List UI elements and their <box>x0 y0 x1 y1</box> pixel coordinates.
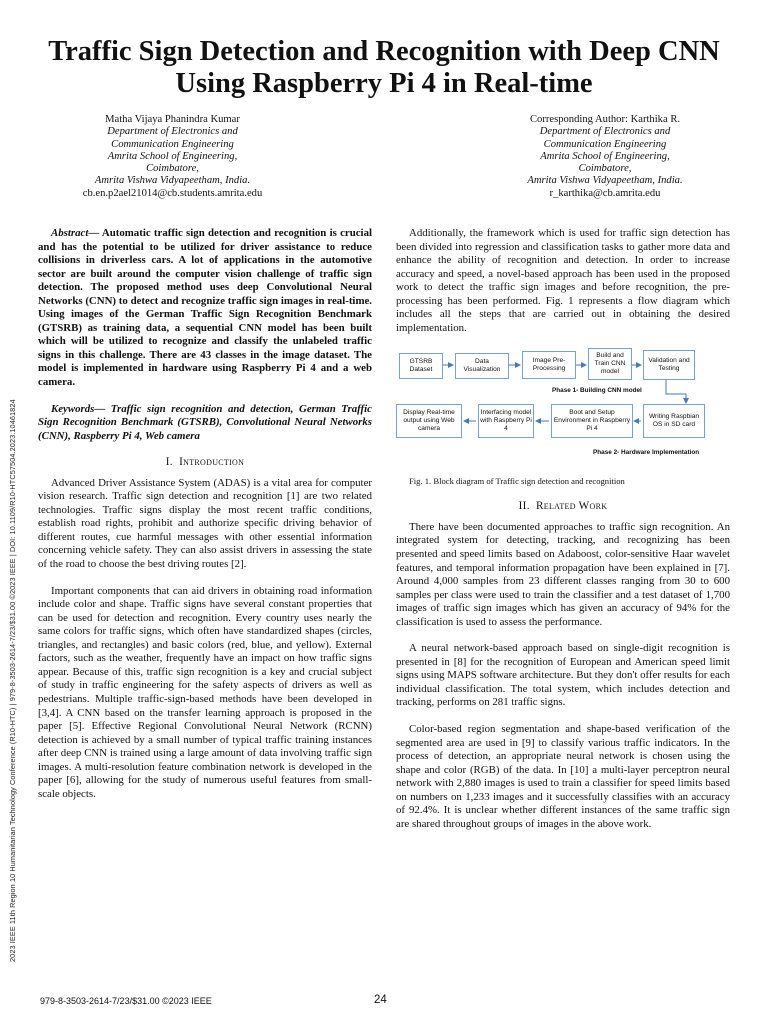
diagram-block: Boot and Setup Environment in Raspberry Pi 4 <box>551 404 633 438</box>
author-affiliation-line: Amrita School of Engineering, <box>107 150 238 162</box>
author-affiliation-line: Communication Engineering <box>543 138 667 150</box>
author-name: Corresponding Author: Karthika R. <box>529 114 681 125</box>
author-name: Matha Vijaya Phanindra Kumar <box>105 114 240 125</box>
author-affiliation-line: Communication Engineering <box>111 138 234 150</box>
diagram-block: Interfacing model with Raspberry Pi 4 <box>478 404 534 438</box>
figure-caption: Fig. 1. Block diagram of Traffic sign detection and recognition <box>409 476 625 487</box>
author-affiliation-line: Department of Electronics and <box>107 126 238 138</box>
section-title: Related Work <box>536 500 608 513</box>
paper-title: Traffic Sign Detection and Recognition with Deep CNN Using Raspberry Pi 4 in Real-time <box>48 36 720 99</box>
section-number: I. <box>165 456 173 469</box>
paragraph: Advanced Driver Assistance System (ADAS) is a vital area for computer vision research. Traffic sign detection and recognition [1] are two related technologies. Traffic signs display the most recent traffic conditions, establish road rights, prohibit and authorize specific driving behavior of different routes, cue harmful messages with other essential information concerning vehicle safety. They can also assist drivers in assessing the state of the road to choose the best driving routes [2]. <box>38 476 372 571</box>
left-column <box>38 227 372 814</box>
section-heading-introduction <box>38 456 372 470</box>
paragraph: There have been documented approaches to traffic sign recognition. An integrated system for detecting, tracking, and recognizing has been presented and speed limits based on Adaboost, color-sensitive Haar wavelet features, and temporal information propagation have been explained in [7]. Around 4,000 samples from 23 different classes ranging from 30 to 600 samples per class were used to train the classifier and a test dataset of 1,700 images of traffic sign images which has given an accuracy of 94% for the classification is used to assess the performance. <box>396 520 730 628</box>
keywords-text: — Traffic sign recognition and detection, German Traffic Sign Recognition Benchmark (GTSRB), Convolutional Neural Networks (CNN), Raspberry Pi 4, Web camera <box>38 402 372 442</box>
abstract-text: — Automatic traffic sign detection and recognition is crucial and has the potential to be utilized for driver assistance to reduce collisions in driverless cars. A lot of applications in the automotive sector are built around the computer vision challenge of traffic sign detection. The proposed method uses deep Convolutional Neural Networks (CNN) to detect and recognize traffic sign images in real-time. Using images of the German Traffic Sign Recognition Benchmark (GTSRB) as training data, a sequential CNN model has been built which will be utilized to recognize and classify the unlabeled traffic signs in this challenge. There are 43 classes in the image dataset. The model is implemented in hardware using Raspberry Pi 4 and a web camera. <box>38 227 372 389</box>
diagram-block: Build and Train CNN model <box>588 348 632 380</box>
block-diagram <box>396 348 730 470</box>
author-block-2 <box>480 114 730 200</box>
diagram-block: Data Visualization <box>455 353 509 379</box>
paragraph: A neural network-based approach based on single-digit recognition is presented in [8] for the recognition of European and American speed limit signs using MAPS software architecture. But they don't offer results for each individual classification. The total system, which includes detection and tracking, performs on 281 traffic signs. <box>396 642 730 709</box>
author-affiliation-line: Amrita Vishwa Vidyapeetham, India. <box>527 175 683 187</box>
paragraph: Important components that can aid drivers in obtaining road information include color and shape. Traffic signs have several constant properties that can be used for detection and recognition. Every country uses nearly the same colors for traffic signs, which often have standardized shapes (circles, triangles, and rectangles) and basic colors (red, blue, and yellow). External factors, such as the weather, frequently have an impact on how traffic signs appear. Because of this, traffic sign recognition is a key and crucial subject of study in traffic engineering for the safety aspects of drivers as well as pedestrians. Multiple traffic-sign-based methods have been developed in [3,4]. A CNN based on the transfer learning approach is proposed in the paper [5]. Effective Regional Convolutional Neural Network (RCNN) detection is achieved by a small number of typical traffic training instances after deep CNN is trained using a large amount of data involving traffic sign images. A multi-resolution feature combination network is developed in the paper [6], allowing for the study of numerous useful features from small-scale objects. <box>38 584 372 800</box>
author-affiliation-line: Department of Electronics and <box>539 126 671 138</box>
abstract-lead: Abstract <box>51 227 89 239</box>
author-affiliation-line: Coimbatore, <box>578 163 632 175</box>
paragraph: Additionally, the framework which is used for traffic sign detection has been divided into regression and classification tasks to gather more data and enhance the ability of recognition and detection. In order to increase accuracy and speed, a novel-based approach has been used in the proposed work to detect the traffic sign images and before recognition, the pre-processing has been performed. Fig. 1 represents a flow diagram which includes all the steps that are carried out in obtaining the desired implementation. <box>396 227 730 334</box>
diagram-block: Image Pre-Processing <box>522 351 576 379</box>
phase-label: Phase 1- Building CNN model <box>552 387 642 395</box>
paragraph: Color-based region segmentation and shape-based verification of the segmented area are used in [9] to classify various traffic indicators. In the process of detection, an appropriate neural network is chosen using the shape and color (RGB) of the data. In [10] a multi-layer perceptron neural network with 2,880 images is used to train a classifier for speed limits based on numbers on 1,233 images and it successfully classifies with an accuracy of 92.4%. It is unclear whether different instances of the same traffic sign are shared throughout groups of images in the above work. <box>396 723 730 830</box>
keywords-lead: Keywords <box>51 402 95 415</box>
doi-sidebar: 2023 IEEE 11th Region 10 Humanitarian Technology Conference (R10-HTC) | 979-8-3503-2614-7/23/$31.00 ©2023 IEEE | DOI: 10.1109/R10-HTC57504.2023.10461824 <box>8 399 17 962</box>
section-heading-related-work <box>396 500 730 514</box>
abstract <box>38 227 372 390</box>
author-block-1 <box>40 114 305 200</box>
author-affiliation-line: Amrita Vishwa Vidyapeetham, India. <box>94 175 251 187</box>
section-title: Introduction <box>179 456 245 469</box>
diagram-block: Writing Raspbian OS in SD card <box>643 404 705 438</box>
keywords <box>38 403 372 444</box>
author-email[interactable]: r_karthika@cb.amrita.edu <box>549 187 661 199</box>
author-affiliation-line: Coimbatore, <box>146 163 199 175</box>
diagram-block: Validation and Testing <box>643 350 695 380</box>
section-number: II. <box>518 500 530 513</box>
page-number: 24 <box>374 994 387 1006</box>
phase-label: Phase 2- Hardware Implementation <box>593 449 700 457</box>
diagram-block: GTSRB Dataset <box>399 353 443 379</box>
author-email[interactable]: cb.en.p2ael21014@cb.students.amrita.edu <box>82 187 263 199</box>
right-column <box>396 227 730 844</box>
author-affiliation-line: Amrita School of Engineering, <box>540 150 670 162</box>
diagram-block: Display Real-time output using Web camera <box>396 404 462 438</box>
footer-copyright: 979-8-3503-2614-7/23/$31.00 ©2023 IEEE <box>40 996 212 1006</box>
arrow <box>666 380 686 403</box>
